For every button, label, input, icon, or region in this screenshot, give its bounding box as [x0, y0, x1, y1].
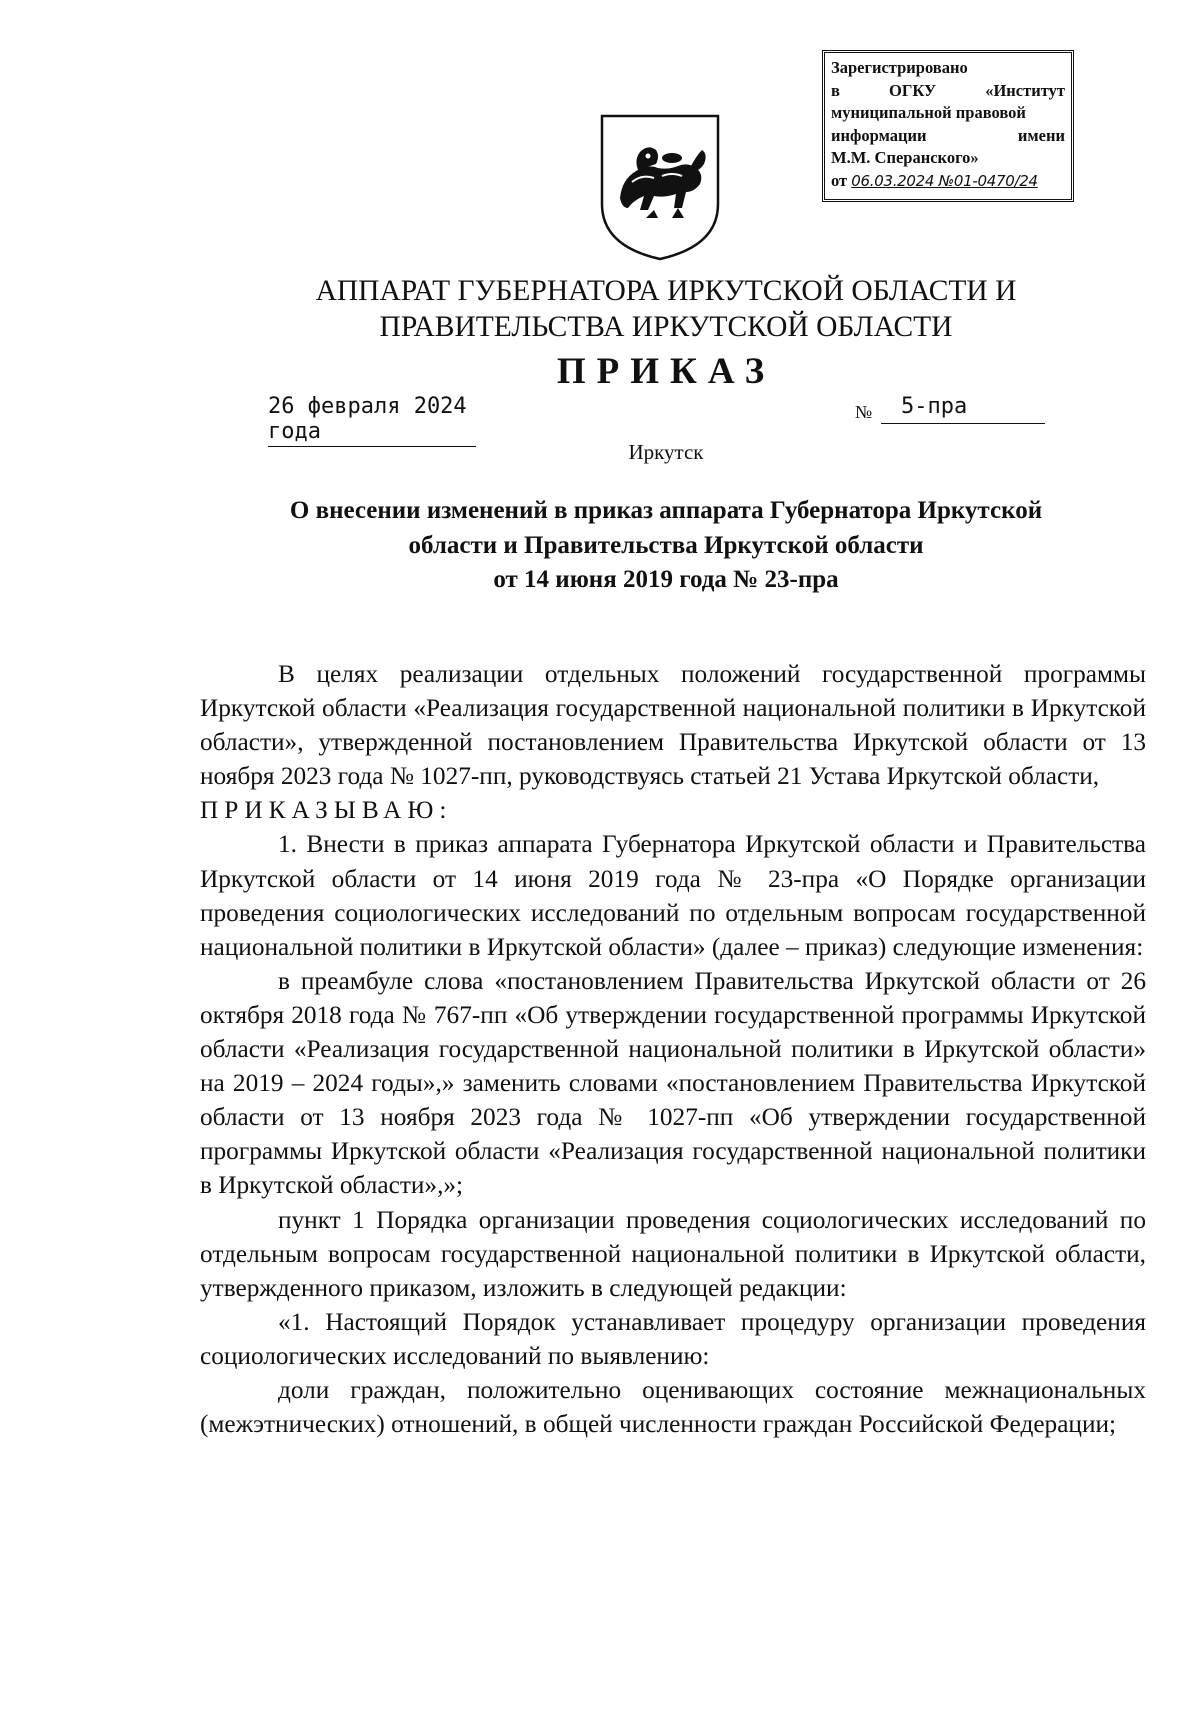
preamble-paragraph: В целях реализации отдельных положений государственной программы Иркутской области «Реализация государственной национальной политики в Иркутской области», утвержденной постановлением Правительства Иркутской области от 13 ноября 2023 года № 1027-пп, руководствуясь статьей 21 Устава Иркутской области, — [200, 660, 1146, 791]
stamp-line: М.М. Сперанского» — [831, 148, 979, 167]
paragraph-point-1-change: пункт 1 Порядка организации проведения социологических исследований по отдельным вопросам государственной национальной политики в Иркутской области, утвержденного приказом, изложить в следующей редакции: — [200, 1205, 1146, 1302]
stamp-line — [831, 125, 1065, 148]
stamp-line: муниципальной правовой — [831, 103, 1026, 122]
irkutsk-coat-of-arms-icon — [598, 112, 722, 262]
stamp-word: «Институт — [985, 80, 1065, 100]
org-name-line-2: ПРАВИТЕЛЬСТВА ИРКУТСКОЙ ОБЛАСТИ — [379, 311, 953, 343]
order-title-line: от 14 июня 2019 года № 23-пра — [493, 566, 839, 593]
org-name-line-1: АППАРАТ ГУБЕРНАТОРА ИРКУТСКОЙ ОБЛАСТИ И — [315, 275, 1017, 307]
order-body — [200, 657, 1146, 1441]
stamp-word: ОГКУ — [889, 80, 937, 100]
order-title-line: области и Правительства Иркутской области — [408, 531, 924, 559]
stamp-line — [831, 80, 1065, 103]
stamp-word: в — [831, 80, 840, 100]
order-word: ПРИКАЗЫВАЮ: — [200, 796, 453, 825]
paragraph-preamble-change: в преамбуле слова «постановлением Правительства Иркутской области от 26 октября 2018 года № 767-пп «Об утверждении государственной программы Иркутской области «Реализация государственной национальной политики в Иркутской области» на 2019 – 2024 годы»,» заменить словами «постановлением Правительства Иркутской области от 13 ноября 2023 года № 1027-пп «Об утверждении государственной программы Иркутской области «Реализация государственной национальной политики в Иркутской области»,»; — [200, 966, 1146, 1200]
stamp-word: имени — [1017, 125, 1065, 145]
city: Иркутск — [628, 440, 704, 464]
stamp-line — [831, 170, 1065, 193]
paragraph-indicator: доли граждан, положительно оценивающих состояние межнациональных (межэтнических) отношений, в общей численности граждан Российской Федерации; — [200, 1375, 1146, 1439]
order-number: 5-пра — [881, 394, 1045, 424]
registration-stamp — [822, 50, 1074, 202]
order-date-text: 26 февраля 2024 года — [268, 394, 467, 444]
number-label: № — [855, 402, 873, 422]
stamp-word: информации — [831, 125, 927, 145]
stamp-line: Зарегистрировано — [831, 58, 968, 77]
document-type: ПРИКАЗ — [556, 351, 776, 392]
stamp-date-prefix: от — [831, 170, 848, 190]
order-title-line: О внесении изменений в приказ аппарата Губернатора Иркутской — [289, 497, 1043, 524]
order-title — [200, 494, 1132, 598]
stamp-handwritten-number: 06.03.2024 №01-0470/24 — [851, 171, 1038, 190]
paragraph-item-1: 1. Внести в приказ аппарата Губернатора Иркутской области и Правительства Иркутской области от 14 июня 2019 года № 23-пра «О Порядке организации проведения социологических исследований по отдельным вопросам государственной национальной политики в Иркутской области» (далее – приказ) следующие изменения: — [200, 830, 1146, 961]
paragraph-new-point-1: «1. Настоящий Порядок устанавливает процедуру организации проведения социологических исследований по выявлению: — [200, 1307, 1146, 1370]
